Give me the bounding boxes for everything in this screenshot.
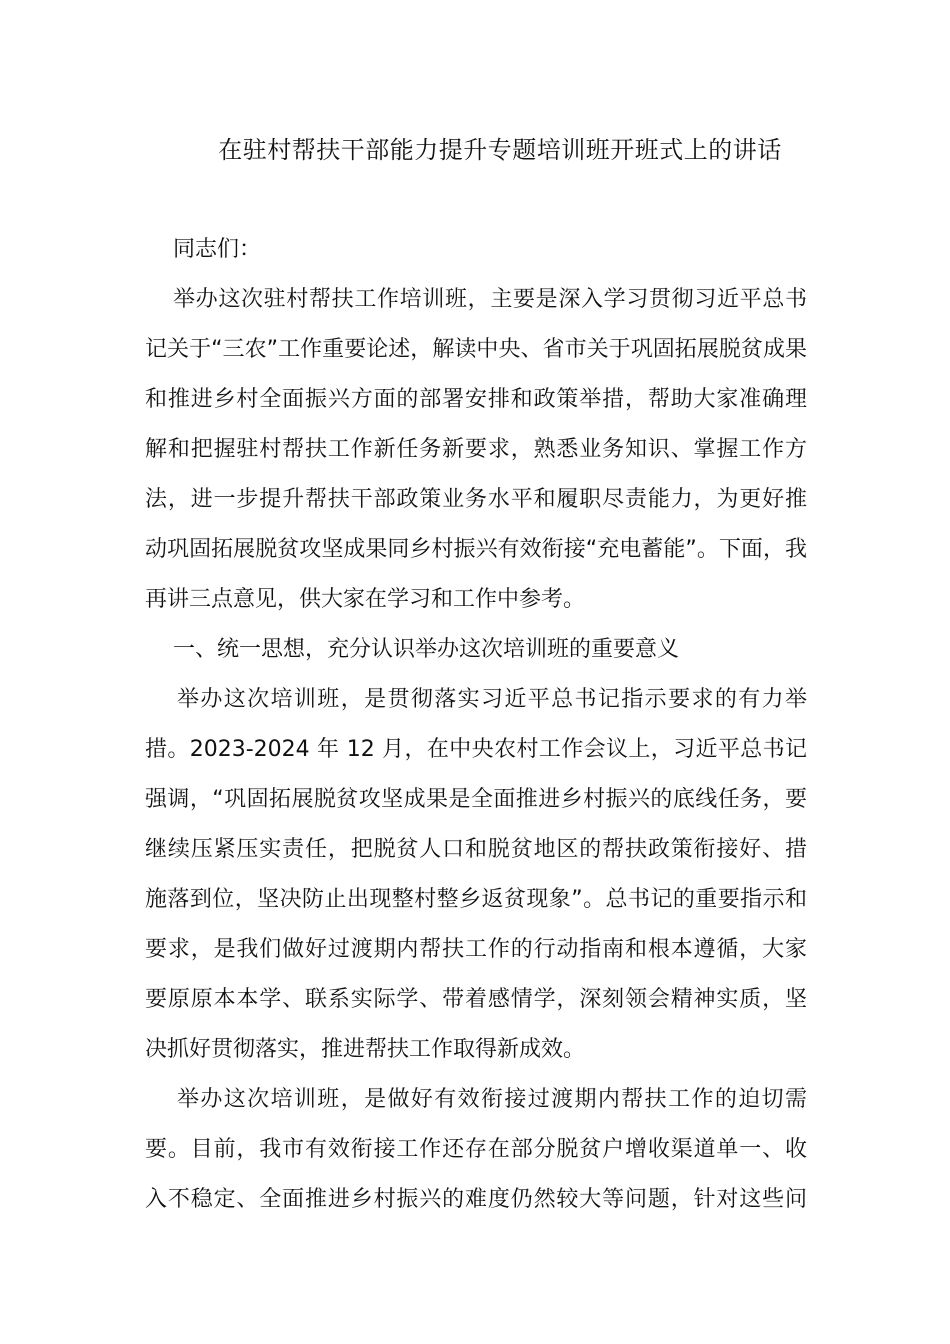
text-line: 继续压紧压实责任，把脱贫人口和脱贫地区的帮扶政策衔接好、措 [145,837,807,862]
text-line: 决抓好贯彻落实，推进帮扶工作取得新成效。 [145,1037,586,1062]
text-line: 要原原本本学、联系实际学、带着感情学，深刻领会精神实质，坚 [145,987,807,1012]
text-line: 入不稳定、全面推进乡村振兴的难度仍然较大等问题，针对这些问 [145,1187,807,1212]
text-line: 一、统一思想，充分认识举办这次培训班的重要意义 [173,637,680,662]
text-line: 举办这次培训班，是贯彻落实习近平总书记指示要求的有力举 [177,687,807,712]
paragraph-section-1a [145,675,807,1075]
text-line: 再讲三点意见，供大家在学习和工作中参考。 [145,587,586,612]
text-line: 法，进一步提升帮扶干部政策业务水平和履职尽责能力，为更好推 [145,487,807,512]
text-line: 解和把握驻村帮扶工作新任务新要求，熟悉业务知识、掌握工作方 [145,437,807,462]
paragraph-intro [145,275,807,625]
document-title: 在驻村帮扶干部能力提升专题培训班开班式上的讲话 [218,136,782,164]
text-line: 要。目前，我市有效衔接工作还存在部分脱贫户增收渠道单一、收 [145,1137,807,1162]
text-line: 强调，“巩固拓展脱贫攻坚成果是全面推进乡村振兴的底线任务，要 [145,787,807,812]
paragraph-section-1b [145,1075,807,1225]
document-body [145,225,807,1225]
text-line: 施落到位，坚决防止出现整村整乡返贫现象”。总书记的重要指示和 [145,887,807,912]
text-line: 和推进乡村全面振兴方面的部署安排和政策举措，帮助大家准确理 [145,387,807,412]
section-heading-1 [145,625,807,675]
text-line: 记关于“三农”工作重要论述，解读中央、省市关于巩固拓展脱贫成果 [145,337,807,362]
text-line: 同志们： [173,237,262,262]
text-line: 要求，是我们做好过渡期内帮扶工作的行动指南和根本遵循，大家 [145,937,807,962]
text-line: 举办这次驻村帮扶工作培训班，主要是深入学习贯彻习近平总书 [173,287,807,312]
text-line: 措。2023-2024 年 12 月，在中央农村工作会议上，习近平总书记 [145,737,807,762]
text-line: 动巩固拓展脱贫攻坚成果同乡村振兴有效衔接“充电蓄能”。下面，我 [145,537,807,562]
text-line: 举办这次培训班，是做好有效衔接过渡期内帮扶工作的迫切需 [177,1087,807,1112]
paragraph-salutation [145,225,807,275]
